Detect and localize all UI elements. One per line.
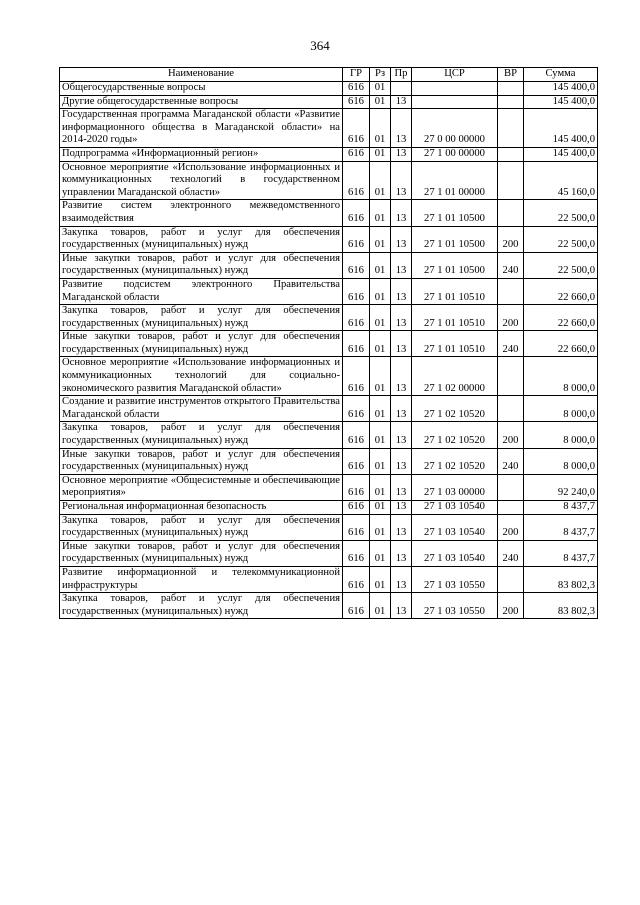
cell-rz: 01 xyxy=(370,147,391,161)
cell-name: Закупка товаров, работ и услуг для обеспечения государственных (муниципальных) нужд xyxy=(60,514,343,540)
cell-csr: 27 1 01 10510 xyxy=(412,278,498,304)
cell-name: Иные закупки товаров, работ и услуг для обеспечения государственных (муниципальных) нужд xyxy=(60,540,343,566)
cell-name: Закупка товаров, работ и услуг для обеспечения государственных (муниципальных) нужд xyxy=(60,305,343,331)
cell-pr: 13 xyxy=(391,252,412,278)
table-row xyxy=(60,252,598,278)
cell-gr: 616 xyxy=(343,448,370,474)
cell-name: Развитие подсистем электронного Правительства Магаданской области xyxy=(60,278,343,304)
cell-gr: 616 xyxy=(343,200,370,226)
table-row xyxy=(60,422,598,448)
table-row xyxy=(60,566,598,592)
cell-pr: 13 xyxy=(391,514,412,540)
cell-name: Закупка товаров, работ и услуг для обеспечения государственных (муниципальных) нужд xyxy=(60,593,343,619)
cell-csr: 27 1 01 10500 xyxy=(412,226,498,252)
cell-vr: 240 xyxy=(498,448,524,474)
cell-rz: 01 xyxy=(370,200,391,226)
cell-rz: 01 xyxy=(370,566,391,592)
header-sum: Сумма xyxy=(524,68,598,82)
cell-gr: 616 xyxy=(343,593,370,619)
cell-sum: 145 400,0 xyxy=(524,109,598,148)
cell-rz: 01 xyxy=(370,252,391,278)
cell-gr: 616 xyxy=(343,305,370,331)
cell-rz: 01 xyxy=(370,82,391,96)
cell-pr: 13 xyxy=(391,540,412,566)
header-csr: ЦСР xyxy=(412,68,498,82)
cell-pr: 13 xyxy=(391,448,412,474)
cell-rz: 01 xyxy=(370,422,391,448)
cell-csr: 27 1 00 00000 xyxy=(412,147,498,161)
cell-vr: 200 xyxy=(498,422,524,448)
cell-pr: 13 xyxy=(391,474,412,500)
cell-name: Развитие информационной и телекоммуникационной инфраструктуры xyxy=(60,566,343,592)
cell-vr: 200 xyxy=(498,514,524,540)
cell-vr xyxy=(498,109,524,148)
cell-pr: 13 xyxy=(391,566,412,592)
cell-name: Иные закупки товаров, работ и услуг для обеспечения государственных (муниципальных) нужд xyxy=(60,448,343,474)
cell-gr: 616 xyxy=(343,161,370,200)
cell-name: Основное мероприятие «Использование информационных и коммуникационных технологий для социально-экономического развития Магаданской области» xyxy=(60,357,343,396)
cell-rz: 01 xyxy=(370,226,391,252)
cell-sum: 8 437,7 xyxy=(524,514,598,540)
cell-pr: 13 xyxy=(391,226,412,252)
cell-gr: 616 xyxy=(343,566,370,592)
cell-gr: 616 xyxy=(343,278,370,304)
cell-sum: 145 400,0 xyxy=(524,147,598,161)
cell-name: Создание и развитие инструментов открытого Правительства Магаданской области xyxy=(60,396,343,422)
cell-name: Закупка товаров, работ и услуг для обеспечения государственных (муниципальных) нужд xyxy=(60,226,343,252)
cell-rz: 01 xyxy=(370,474,391,500)
header-gr: ГР xyxy=(343,68,370,82)
cell-name: Государственная программа Магаданской области «Развитие информационного общества в Магаданской области» на 2014-2020 годы» xyxy=(60,109,343,148)
cell-vr xyxy=(498,95,524,109)
header-rz: Рз xyxy=(370,68,391,82)
cell-sum: 8 437,7 xyxy=(524,540,598,566)
cell-rz: 01 xyxy=(370,278,391,304)
cell-rz: 01 xyxy=(370,95,391,109)
cell-csr: 27 1 01 10500 xyxy=(412,252,498,278)
table-row xyxy=(60,514,598,540)
cell-rz: 01 xyxy=(370,161,391,200)
cell-pr: 13 xyxy=(391,396,412,422)
cell-csr: 27 1 02 10520 xyxy=(412,448,498,474)
cell-sum: 145 400,0 xyxy=(524,95,598,109)
cell-sum: 22 660,0 xyxy=(524,305,598,331)
cell-rz: 01 xyxy=(370,396,391,422)
table-row xyxy=(60,331,598,357)
cell-sum: 8 000,0 xyxy=(524,396,598,422)
cell-vr xyxy=(498,161,524,200)
cell-vr xyxy=(498,82,524,96)
table-row xyxy=(60,448,598,474)
cell-gr: 616 xyxy=(343,514,370,540)
cell-sum: 8 000,0 xyxy=(524,357,598,396)
cell-pr: 13 xyxy=(391,278,412,304)
table-row xyxy=(60,278,598,304)
cell-csr: 27 1 03 10540 xyxy=(412,540,498,566)
cell-pr: 13 xyxy=(391,161,412,200)
cell-sum: 83 802,3 xyxy=(524,566,598,592)
cell-pr: 13 xyxy=(391,357,412,396)
table-row xyxy=(60,161,598,200)
table-row xyxy=(60,95,598,109)
cell-sum: 22 660,0 xyxy=(524,331,598,357)
cell-csr: 27 1 01 10510 xyxy=(412,331,498,357)
cell-csr: 27 1 01 00000 xyxy=(412,161,498,200)
table-body xyxy=(60,82,598,619)
cell-rz: 01 xyxy=(370,305,391,331)
cell-gr: 616 xyxy=(343,226,370,252)
cell-sum: 145 400,0 xyxy=(524,82,598,96)
table-row xyxy=(60,305,598,331)
budget-table xyxy=(59,67,598,619)
cell-pr: 13 xyxy=(391,305,412,331)
cell-vr: 200 xyxy=(498,593,524,619)
cell-rz: 01 xyxy=(370,448,391,474)
cell-gr: 616 xyxy=(343,252,370,278)
cell-pr: 13 xyxy=(391,422,412,448)
cell-gr: 616 xyxy=(343,147,370,161)
cell-sum: 92 240,0 xyxy=(524,474,598,500)
cell-gr: 616 xyxy=(343,95,370,109)
cell-pr: 13 xyxy=(391,331,412,357)
cell-sum: 22 500,0 xyxy=(524,226,598,252)
cell-sum: 22 500,0 xyxy=(524,200,598,226)
cell-csr: 27 0 00 00000 xyxy=(412,109,498,148)
table-row xyxy=(60,226,598,252)
page-number: 364 xyxy=(310,38,330,53)
cell-csr: 27 1 01 10510 xyxy=(412,305,498,331)
cell-vr xyxy=(498,396,524,422)
cell-vr: 200 xyxy=(498,305,524,331)
cell-sum: 8 000,0 xyxy=(524,422,598,448)
cell-pr: 13 xyxy=(391,501,412,515)
cell-gr: 616 xyxy=(343,540,370,566)
cell-pr: 13 xyxy=(391,147,412,161)
table-row xyxy=(60,593,598,619)
cell-name: Другие общегосударственные вопросы xyxy=(60,95,343,109)
cell-pr: 13 xyxy=(391,95,412,109)
header-vr: ВР xyxy=(498,68,524,82)
cell-pr: 13 xyxy=(391,109,412,148)
cell-rz: 01 xyxy=(370,540,391,566)
cell-csr: 27 1 03 10550 xyxy=(412,566,498,592)
header-row xyxy=(60,68,598,82)
cell-name: Развитие систем электронного межведомственного взаимодействия xyxy=(60,200,343,226)
cell-pr xyxy=(391,82,412,96)
cell-name: Подпрограмма «Информационный регион» xyxy=(60,147,343,161)
cell-name: Иные закупки товаров, работ и услуг для обеспечения государственных (муниципальных) нужд xyxy=(60,252,343,278)
cell-csr: 27 1 03 10540 xyxy=(412,514,498,540)
cell-vr: 240 xyxy=(498,540,524,566)
table-row xyxy=(60,200,598,226)
table-row xyxy=(60,109,598,148)
cell-rz: 01 xyxy=(370,593,391,619)
header-name: Наименование xyxy=(60,68,343,82)
cell-gr: 616 xyxy=(343,109,370,148)
cell-csr: 27 1 01 10500 xyxy=(412,200,498,226)
cell-gr: 616 xyxy=(343,501,370,515)
cell-vr: 200 xyxy=(498,226,524,252)
cell-vr xyxy=(498,566,524,592)
cell-gr: 616 xyxy=(343,422,370,448)
cell-gr: 616 xyxy=(343,474,370,500)
cell-vr xyxy=(498,200,524,226)
table-row xyxy=(60,396,598,422)
cell-name: Основное мероприятие «Использование информационных и коммуникационных технологий в государственном управлении Магаданской области» xyxy=(60,161,343,200)
cell-csr: 27 1 03 10540 xyxy=(412,501,498,515)
cell-rz: 01 xyxy=(370,501,391,515)
cell-rz: 01 xyxy=(370,357,391,396)
cell-csr: 27 1 02 10520 xyxy=(412,422,498,448)
cell-sum: 8 437,7 xyxy=(524,501,598,515)
cell-rz: 01 xyxy=(370,514,391,540)
cell-sum: 8 000,0 xyxy=(524,448,598,474)
table-row xyxy=(60,147,598,161)
cell-csr xyxy=(412,95,498,109)
cell-sum: 22 660,0 xyxy=(524,278,598,304)
cell-name: Закупка товаров, работ и услуг для обеспечения государственных (муниципальных) нужд xyxy=(60,422,343,448)
cell-csr: 27 1 02 10520 xyxy=(412,396,498,422)
cell-csr: 27 1 03 10550 xyxy=(412,593,498,619)
cell-vr xyxy=(498,474,524,500)
cell-rz: 01 xyxy=(370,331,391,357)
cell-vr xyxy=(498,357,524,396)
cell-pr: 13 xyxy=(391,200,412,226)
table-row xyxy=(60,501,598,515)
table-row xyxy=(60,82,598,96)
header-pr: Пр xyxy=(391,68,412,82)
cell-gr: 616 xyxy=(343,82,370,96)
cell-gr: 616 xyxy=(343,331,370,357)
cell-name: Общегосударственные вопросы xyxy=(60,82,343,96)
cell-csr xyxy=(412,82,498,96)
cell-gr: 616 xyxy=(343,396,370,422)
cell-rz: 01 xyxy=(370,109,391,148)
table-row xyxy=(60,357,598,396)
cell-name: Иные закупки товаров, работ и услуг для обеспечения государственных (муниципальных) нужд xyxy=(60,331,343,357)
table-row xyxy=(60,474,598,500)
cell-sum: 45 160,0 xyxy=(524,161,598,200)
cell-vr: 240 xyxy=(498,252,524,278)
cell-gr: 616 xyxy=(343,357,370,396)
cell-vr: 240 xyxy=(498,331,524,357)
cell-sum: 22 500,0 xyxy=(524,252,598,278)
cell-name: Основное мероприятие «Общесистемные и обеспечивающие мероприятия» xyxy=(60,474,343,500)
table-row xyxy=(60,540,598,566)
cell-pr: 13 xyxy=(391,593,412,619)
cell-vr xyxy=(498,278,524,304)
cell-sum: 83 802,3 xyxy=(524,593,598,619)
cell-vr xyxy=(498,147,524,161)
cell-vr xyxy=(498,501,524,515)
cell-csr: 27 1 02 00000 xyxy=(412,357,498,396)
cell-name: Региональная информационная безопасность xyxy=(60,501,343,515)
cell-csr: 27 1 03 00000 xyxy=(412,474,498,500)
